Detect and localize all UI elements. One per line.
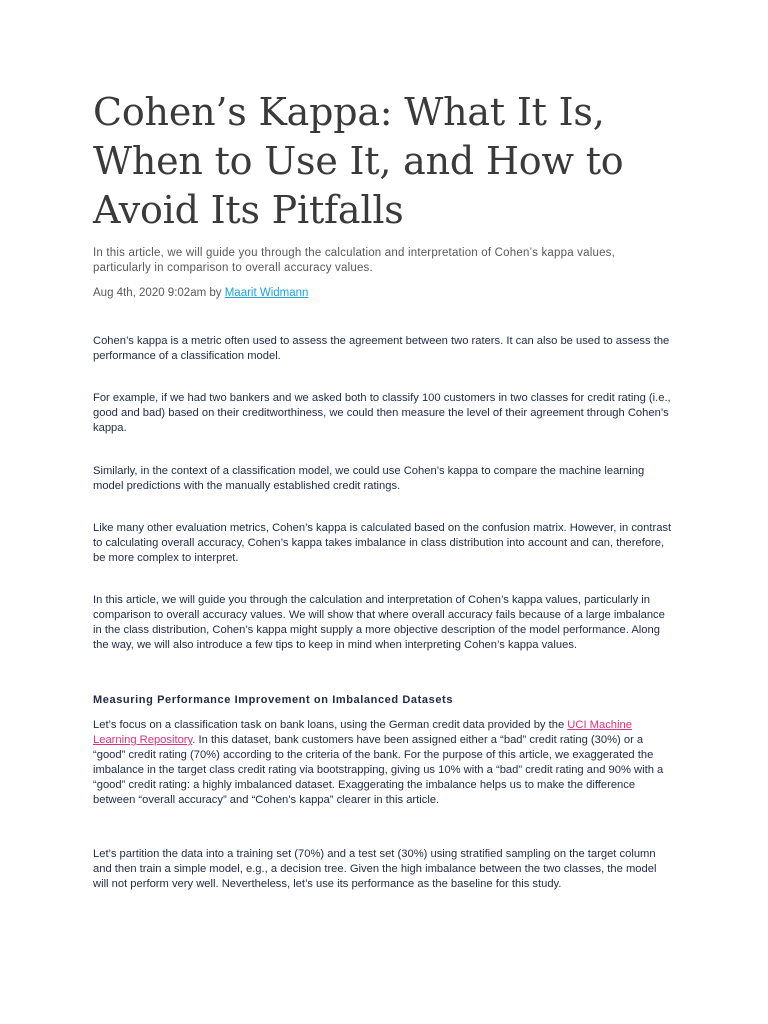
paragraph-1: Cohen’s kappa is a metric often used to assess the agreement between two raters. It can also be used to assess the performance of a classification model. xyxy=(93,335,670,362)
paragraph-3: Similarly, in the context of a classification model, we could use Cohen’s kappa to compare the machine learning model predictions with the manually established credit ratings. xyxy=(93,465,645,492)
article-title: Cohen’s Kappa: What It Is, When to Use It, and How to Avoid Its Pitfalls xyxy=(93,90,624,232)
section-paragraph-2: Let’s partition the data into a training set (70%) and a test set (30%) using stratified sampling on the target column and then train a simple model, e.g., a decision tree. Given the high imbalance between the two classes, the model will not perform very well. Nevertheless, let’s use its performance as the baseline for this study. xyxy=(93,848,657,890)
section-paragraph-1 xyxy=(93,718,675,808)
article-meta xyxy=(93,286,308,301)
paragraph-4: Like many other evaluation metrics, Cohen’s kappa is calculated based on the confusion matrix. However, in contrast to calculating overall accuracy, Cohen’s kappa takes imbalance in class distribution into account and can, therefore, be more complex to interpret. xyxy=(93,522,672,564)
paragraph-5: In this article, we will guide you through the calculation and interpretation of Cohen’s kappa values, particularly in comparison to overall accuracy values. We will show that where overall accuracy fails because of a large imbalance in the class distribution, Cohen’s kappa might supply a more objective description of the model performance. Along the way, we will also introduce a few tips to keep in mind when interpreting Cohen’s kappa values. xyxy=(93,594,665,651)
section-paragraph-1-start: Let’s focus on a classification task on bank loans, using the German credit data provided by the xyxy=(93,719,568,731)
uci-repository-link[interactable]: UCI Machine Learning Repository xyxy=(93,719,632,746)
paragraph-2: For example, if we had two bankers and we asked both to classify 100 customers in two classes for credit rating (i.e., good and bad) based on their creditworthiness, we could then measure the level of their agreement through Cohen’s kappa. xyxy=(93,392,671,434)
section-heading: Measuring Performance Improvement on Imbalanced Datasets xyxy=(93,694,454,706)
section-paragraph-1-end: . In this dataset, bank customers have been assigned either a “bad” credit rating (30%) or a “good” credit rating (70%) according to the criteria of the bank. For the purpose of this article, we exaggerated the imbalance in the target class credit rating via bootstrapping, giving us 10% with a “bad” credit rating and 90% with a “good” credit rating: a highly imbalanced dataset. Exaggerating the imbalance helps us to make the difference between “overall accuracy” and “Cohen’s kappa” clearer in this article. xyxy=(93,734,664,806)
publish-date: Aug 4th, 2020 9:02am by xyxy=(93,287,225,299)
author-link[interactable]: Maarit Widmann xyxy=(224,287,309,299)
article-subtitle: In this article, we will guide you through the calculation and interpretation of Cohen’s kappa values, particularly in comparison to overall accuracy values. xyxy=(93,247,616,274)
